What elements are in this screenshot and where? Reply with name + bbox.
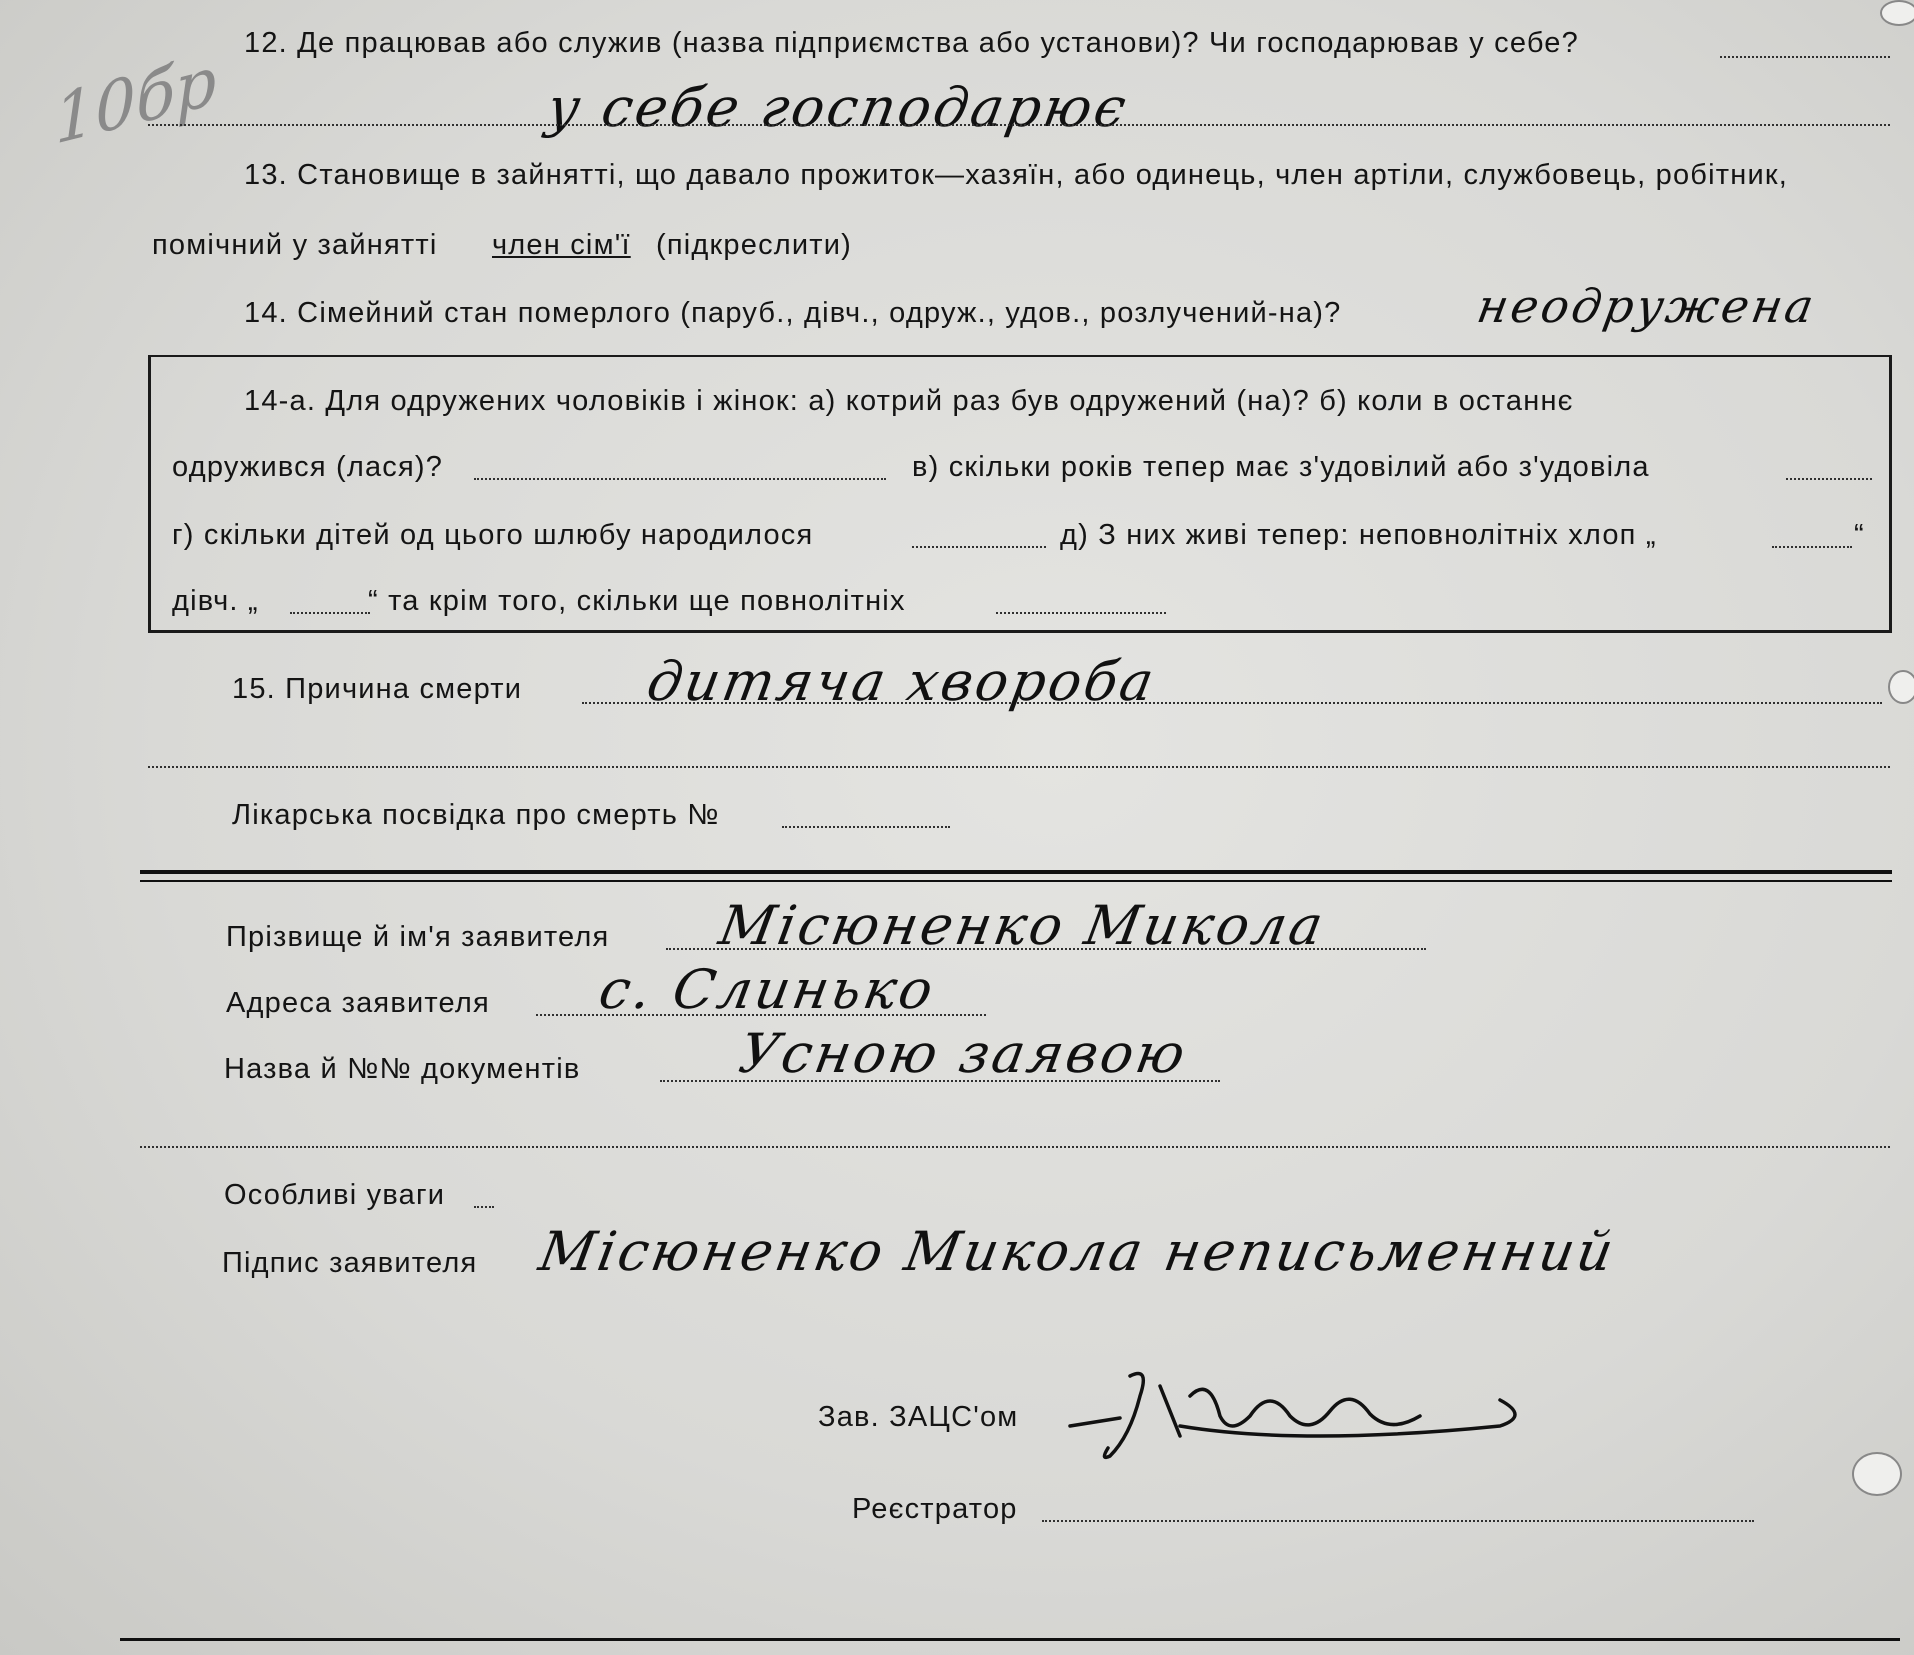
applicant-address-label: Адреса заявителя [226,987,490,1019]
documents-label: Назва й №№ документів [224,1053,581,1085]
question-14a-widowed-years-line [1786,478,1872,480]
applicant-signature-value: Місюненко Микола неписьменний [534,1220,1621,1283]
section-divider-top [140,870,1892,874]
question-12-dotted-line [1720,56,1890,58]
question-14a-line-3a: г) скільки дітей од цього шлюбу народилося [172,519,814,551]
question-14a-adults-line [996,612,1166,614]
section-divider-bottom [140,880,1892,882]
question-12-answer: у себе господарює [542,76,1134,139]
question-12-label: 12. Де працював або служив (назва підприємства або установи)? Чи господарював у себе? [244,27,1579,59]
punch-hole-middle [1888,670,1914,704]
question-14a-line-1: 14-а. Для одружених чоловіків і жінок: а) котрий раз був одружений (на)? б) коли в останнє [244,385,1574,417]
registrar-line [1042,1520,1754,1522]
special-notes-label: Особливі уваги [224,1179,446,1211]
question-15-label: 15. Причина смерти [232,673,523,705]
question-15-extra-line [148,766,1890,768]
page-bottom-rule [120,1638,1900,1641]
question-14a-line-3c: “ [1854,519,1865,551]
margin-note: 10бр [53,41,218,160]
question-14a-married-date-line [474,478,886,480]
question-14a-line-3b: д) З них живі тепер: неповнолітніх хлоп „ [1060,519,1657,551]
question-14a-line-4b: “ та крім того, скільки ще повнолітніх [368,585,906,617]
medical-certificate-number-line [782,826,950,828]
question-14-label: 14. Сімейний стан померлого (паруб., дівч., одруж., удов., розлучений-на)? [244,297,1342,329]
documents-extra-line [140,1146,1890,1148]
applicant-name-value: Місюненко Микола [714,894,1331,957]
special-notes-line [474,1206,494,1208]
applicant-name-label: Прізвище й ім'я заявителя [226,921,610,953]
question-14a-line-4a: дівч. „ [172,585,259,617]
question-14a-minor-girls-line [290,612,370,614]
question-13-line-2c: (підкреслити) [656,229,853,261]
question-13-line-1: 13. Становище в зайнятті, що давало прожиток—хазяїн, або одинець, член артіли, службовець, робітник, [244,159,1789,191]
medical-certificate-label: Лікарська посвідка про смерть № [232,799,720,831]
question-14a-minor-boys-line [1772,546,1852,548]
applicant-signature-label: Підпис заявителя [222,1247,478,1279]
zags-head-label: Зав. ЗАЦС'ом [818,1401,1019,1433]
punch-hole-lower [1852,1452,1902,1496]
question-13-underlined-choice: член сім'ї [492,229,631,261]
registrar-label: Реєстратор [852,1493,1018,1525]
question-14a-line-2b: в) скільки років тепер має з'удовілий або з'удовіла [912,451,1650,483]
question-14-answer: неодружена [1473,279,1821,333]
question-15-answer: дитяча хвороба [642,650,1162,713]
zags-head-signature [1060,1356,1520,1466]
punch-hole-top [1880,0,1914,26]
question-12-answer-line [148,124,1890,126]
applicant-address-value: с. Слинько [594,958,941,1021]
documents-value: Усною заявою [734,1022,1193,1085]
question-14a-line-2a: одружився (лася)? [172,451,444,483]
question-13-line-2a: помічний у зайнятті [152,229,438,261]
question-14a-children-born-line [912,546,1046,548]
